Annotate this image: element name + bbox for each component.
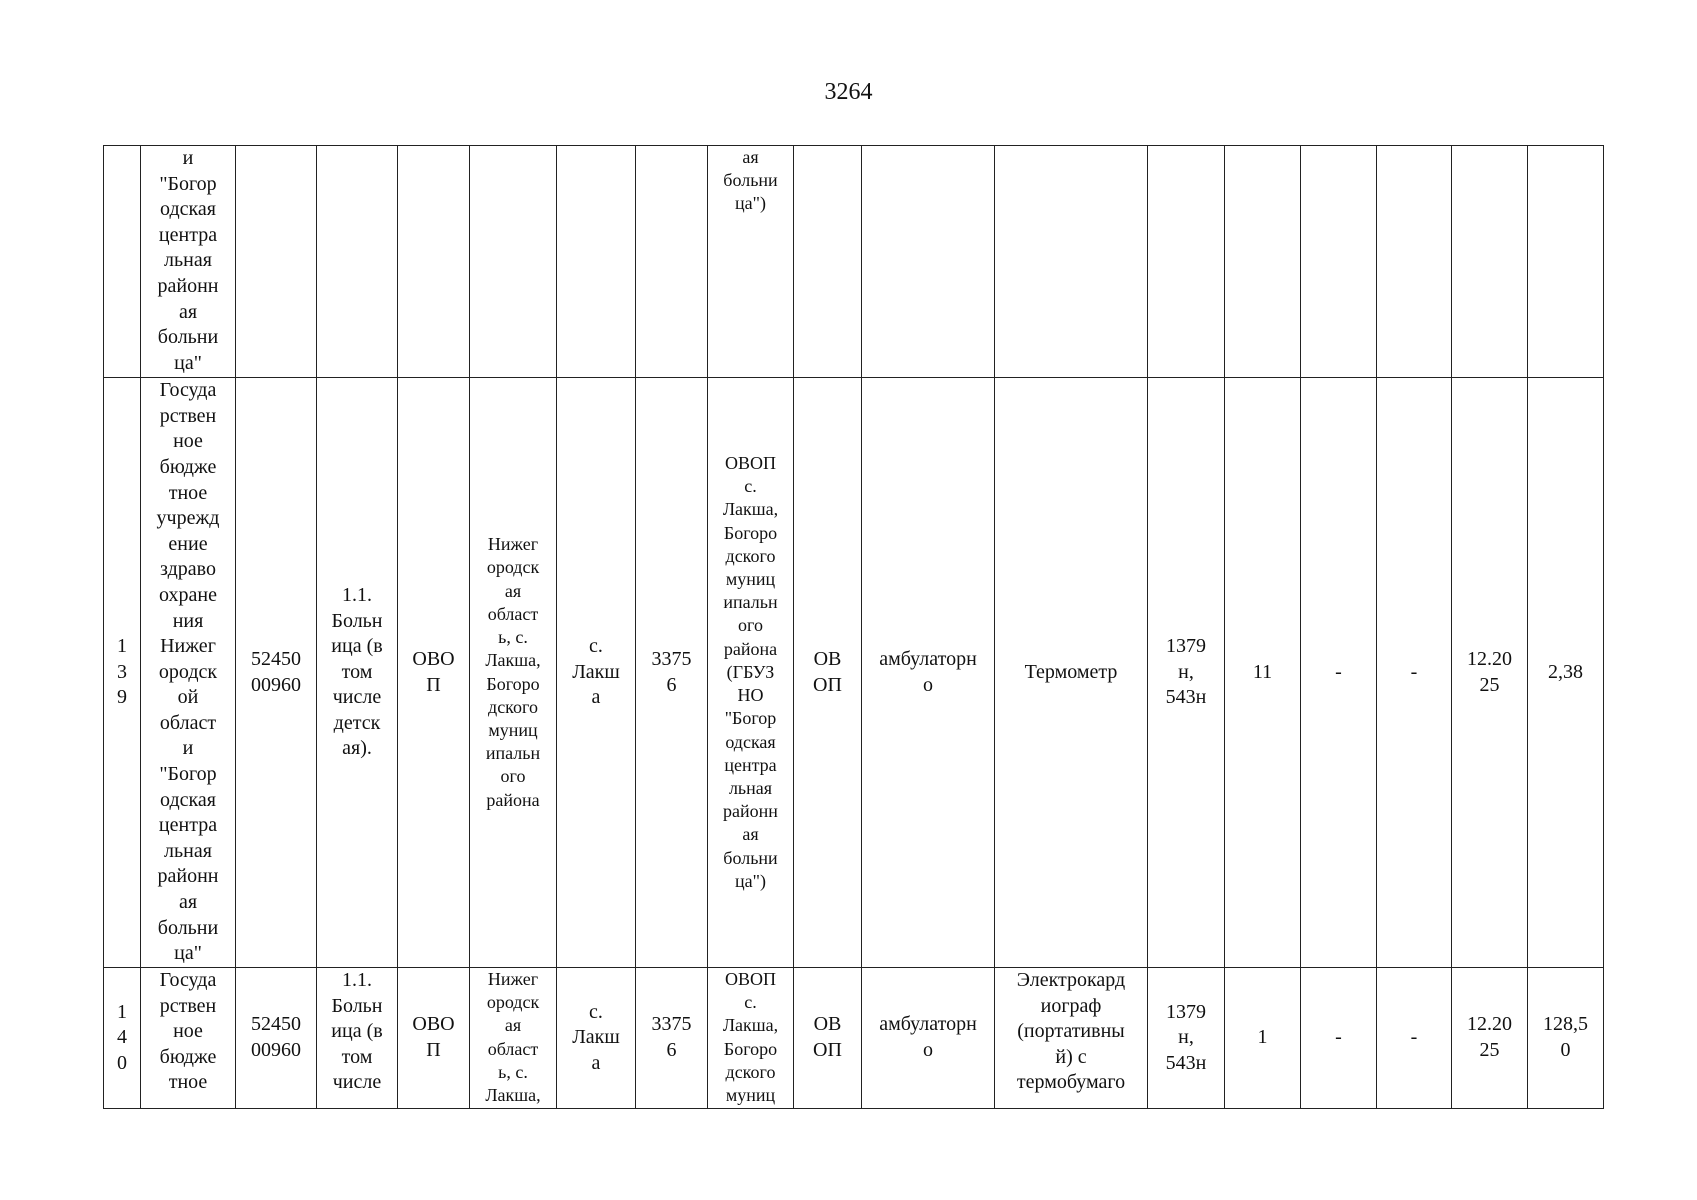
equipment-cell: Термометр (995, 378, 1148, 968)
code-cell (636, 146, 708, 378)
page-number: 3264 (824, 79, 873, 105)
abbr-cell (794, 146, 862, 378)
column-13-cell (1301, 146, 1377, 378)
date-cell (1452, 146, 1528, 378)
column-14-cell (1377, 146, 1452, 378)
row-number-cell (104, 146, 141, 378)
column-13-cell: - (1301, 968, 1377, 1109)
column-14-cell: - (1377, 378, 1452, 968)
abbr-cell: ОВ ОП (794, 378, 862, 968)
facility-type-cell (317, 146, 398, 378)
facility-type-cell: 1.1. Больн ица (в том числе (317, 968, 398, 1109)
quantity-cell (1225, 146, 1301, 378)
code-cell: 3375 6 (636, 378, 708, 968)
organization-cell: Госуда рствен ное бюдже тное (141, 968, 236, 1109)
address-cell (470, 146, 557, 378)
division-cell: ОВО П (398, 968, 470, 1109)
table-row (104, 378, 1604, 968)
order-cell: 1379 н, 543н (1148, 378, 1225, 968)
inn-cell (236, 146, 317, 378)
address-cell: Нижег ородск ая област ь, с. Лакша, Богоро дского муниц ипальн ого района (470, 378, 557, 968)
column-14-cell: - (1377, 968, 1452, 1109)
quantity-cell: 11 (1225, 378, 1301, 968)
facility-type-cell: 1.1. Больн ица (в том числе детск ая). (317, 378, 398, 968)
order-cell: 1379 н, 543н (1148, 968, 1225, 1109)
abbr-cell: ОВ ОП (794, 968, 862, 1109)
division-cell: ОВО П (398, 378, 470, 968)
locality-cell (557, 146, 636, 378)
row-number-cell: 1 3 9 (104, 378, 141, 968)
care-form-cell: амбулаторн о (862, 378, 995, 968)
sum-cell: 128,5 0 (1528, 968, 1604, 1109)
organization-cell: и "Богор одская центра льная районн ая больни ца" (141, 146, 236, 378)
equipment-table (103, 145, 1604, 1109)
organization-cell: Госуда рствен ное бюдже тное учрежд ение здраво охране ния Нижег ородск ой област и "Богор одская центра льная районн ая больни ца" (141, 378, 236, 968)
table-row (104, 146, 1604, 378)
locality-cell: с. Лакш а (557, 968, 636, 1109)
care-form-cell (862, 146, 995, 378)
address-cell: Нижег ородск ая област ь, с. Лакша, (470, 968, 557, 1109)
date-cell: 12.20 25 (1452, 378, 1528, 968)
sum-cell (1528, 146, 1604, 378)
unit-cell: ая больни ца") (708, 146, 794, 378)
unit-cell: ОВОП с. Лакша, Богоро дского муниц (708, 968, 794, 1109)
equipment-cell: Электрокард иограф (портативны й) с термобумаго (995, 968, 1148, 1109)
care-form-cell: амбулаторн о (862, 968, 995, 1109)
unit-cell: ОВОП с. Лакша, Богоро дского муниц ипальн ого района (ГБУЗ НО "Богор одская центра льная районн ая больни ца") (708, 378, 794, 968)
quantity-cell: 1 (1225, 968, 1301, 1109)
date-cell: 12.20 25 (1452, 968, 1528, 1109)
column-13-cell: - (1301, 378, 1377, 968)
inn-cell: 52450 00960 (236, 378, 317, 968)
code-cell: 3375 6 (636, 968, 708, 1109)
table-row (104, 968, 1604, 1109)
row-number-cell: 1 4 0 (104, 968, 141, 1109)
inn-cell: 52450 00960 (236, 968, 317, 1109)
locality-cell: с. Лакш а (557, 378, 636, 968)
sum-cell: 2,38 (1528, 378, 1604, 968)
division-cell (398, 146, 470, 378)
order-cell (1148, 146, 1225, 378)
equipment-cell (995, 146, 1148, 378)
